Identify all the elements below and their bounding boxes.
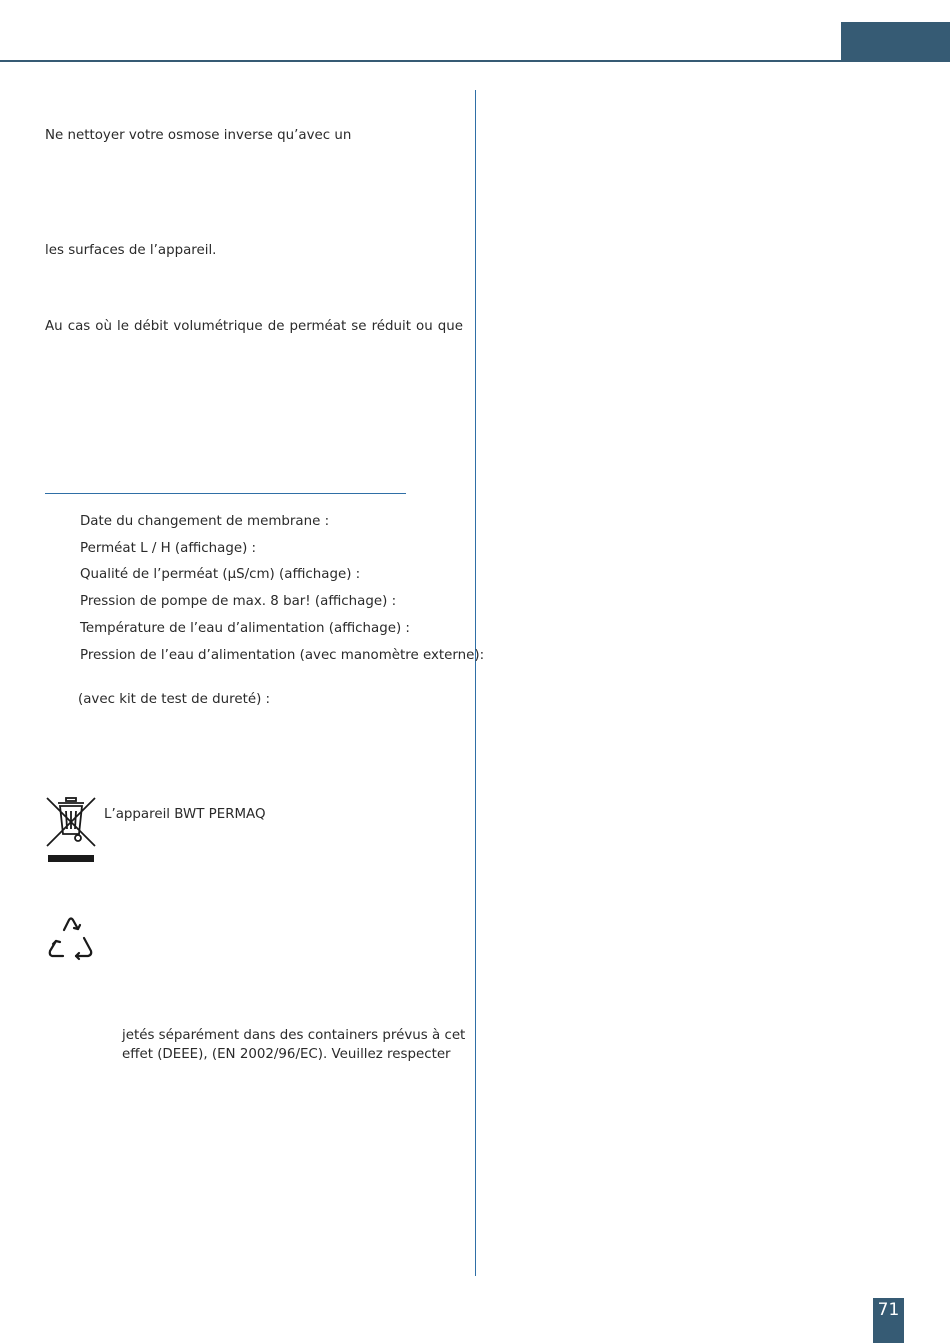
section-rule — [45, 493, 406, 494]
recycle-icon — [45, 914, 97, 966]
cleaning-text-line-2: les surfaces de l’appareil. — [45, 243, 217, 258]
disposal-text-line-1: jetés séparément dans des containers prévus à cet — [122, 1028, 466, 1043]
weee-bin-icon — [45, 796, 97, 864]
column-divider — [475, 90, 476, 1276]
disposal-text-line-2: effet (DEEE), (EN 2002/96/EC). Veuillez respecter — [122, 1047, 451, 1062]
list-item: Date du changement de membrane : — [80, 514, 330, 529]
cleaning-text-line-1: Ne nettoyer votre osmose inverse qu’avec un — [45, 128, 352, 143]
header-tab — [841, 22, 950, 60]
flow-text-line: Au cas où le débit volumétrique de perméat se réduit ou que — [45, 319, 463, 334]
page-number: 71 — [877, 1300, 900, 1320]
list-item: Température de l’eau d’alimentation (affichage) : — [80, 620, 410, 636]
list-item: Qualité de l’perméat (µS/cm) (affichage) : — [80, 567, 361, 583]
list-item: Perméat L / H (affichage) : — [80, 540, 257, 556]
header-rule — [0, 60, 950, 62]
device-name-text: L’appareil BWT PERMAQ — [104, 807, 266, 822]
list-item: Pression de l’eau d’alimentation (avec manomètre externe): — [80, 647, 485, 663]
maintenance-log-list — [80, 509, 484, 669]
hardness-test-text: (avec kit de test de dureté) : — [78, 692, 271, 707]
list-item: Pression de pompe de max. 8 bar! (affichage) : — [80, 594, 397, 610]
page-number-box — [873, 1298, 904, 1343]
